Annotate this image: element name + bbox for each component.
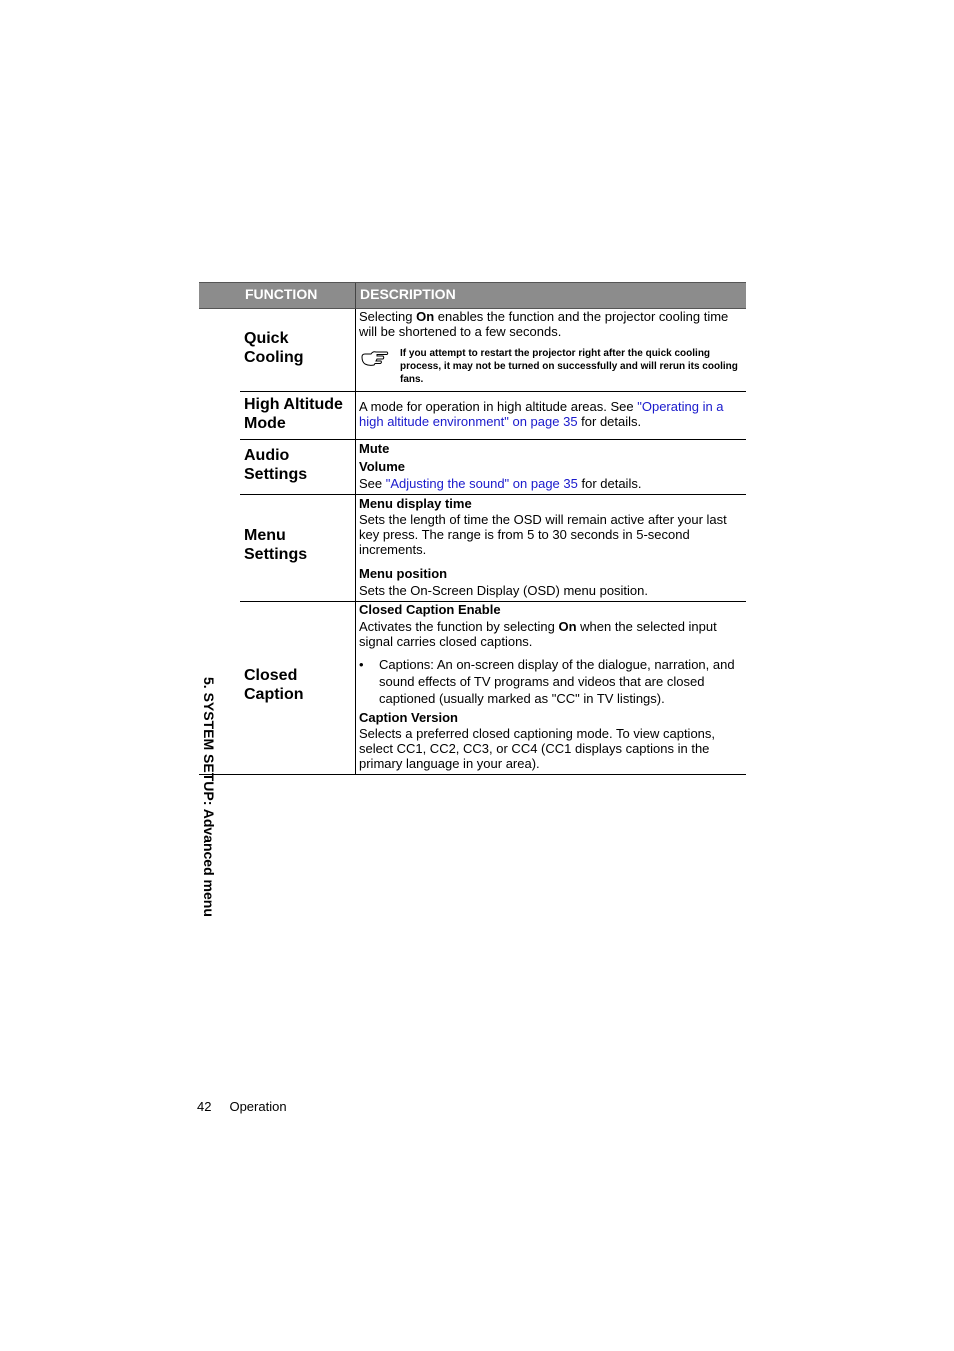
function-description: Menu display time Sets the length of time the OSD will remain active after your last key press. The range is from 5 to 30 seconds in 5-second increments. Menu position Sets the On-Screen Display (OSD) menu position. xyxy=(359,496,741,598)
note-box xyxy=(359,347,741,386)
row-audio-settings xyxy=(240,440,746,495)
pointing-hand-icon xyxy=(361,349,389,367)
footer-section: Operation xyxy=(229,1099,287,1114)
function-name: High Altitude Mode xyxy=(244,396,343,432)
sub-heading: Caption Version xyxy=(359,710,458,725)
sub-heading: Menu display time xyxy=(359,496,472,511)
sub-heading: Volume xyxy=(359,459,405,474)
note-text: If you attempt to restart the projector right after the quick cooling process, it may not be turned on successfully and will rerun its cooling fans. xyxy=(400,348,738,385)
sub-heading: Mute xyxy=(359,441,390,456)
bullet-item: • Captions: An on-screen display of the dialogue, narration, and sound effects of TV programs and videos that are closed captioned (usually marked as "CC" in TV listings). xyxy=(359,657,735,706)
header-function: FUNCTION xyxy=(245,286,318,302)
row-high-altitude xyxy=(240,392,746,440)
row-quick-cooling xyxy=(240,309,746,392)
function-name: Audio Settings xyxy=(244,447,308,483)
function-description: Selecting On enables the function and the projector cooling time will be shortened to a few seconds. If you attempt to restart the projector right after the quick cooling process, it may not be turned on successfully and will rerun its cooling fans. xyxy=(359,309,741,386)
header-description: DESCRIPTION xyxy=(360,286,456,302)
sub-heading: Closed Caption Enable xyxy=(359,602,501,617)
adjusting-sound-link[interactable]: "Adjusting the sound" on page 35 xyxy=(385,476,578,491)
table-header xyxy=(199,282,746,309)
function-name: Quick Cooling xyxy=(244,330,304,366)
function-name: Closed Caption xyxy=(244,667,304,703)
function-name: Menu Settings xyxy=(244,527,308,563)
row-menu-settings xyxy=(240,495,746,602)
sub-heading: Menu position xyxy=(359,566,448,581)
function-description: Mute Volume See "Adjusting the sound" on page 35 for details. xyxy=(359,440,741,491)
row-closed-caption xyxy=(240,602,746,775)
header-separator xyxy=(355,283,356,310)
function-description: Closed Caption Enable Activates the function by selecting On when the selected input signal carries closed captions. • Captions: An on-screen display of the dialogue, narration, and sound effects of TV programs and videos that are closed captioned (usually marked as "CC" in TV listings). Caption Version Selects a preferred closed captioning mode. To view captions, select CC1, CC2, CC3, or CC4 (CC1 displays captions in the primary language in your area). xyxy=(359,602,741,771)
high-altitude-link[interactable]: "Operating in a high altitude environment" on page 35 xyxy=(359,399,724,429)
page-footer xyxy=(197,1099,287,1114)
function-description: A mode for operation in high altitude areas. See "Operating in a high altitude environment" on page 35 for details. xyxy=(359,399,724,429)
page-number: 42 xyxy=(197,1099,212,1114)
section-side-label: 5. SYSTEM SETUP: Advanced menu xyxy=(201,677,217,917)
